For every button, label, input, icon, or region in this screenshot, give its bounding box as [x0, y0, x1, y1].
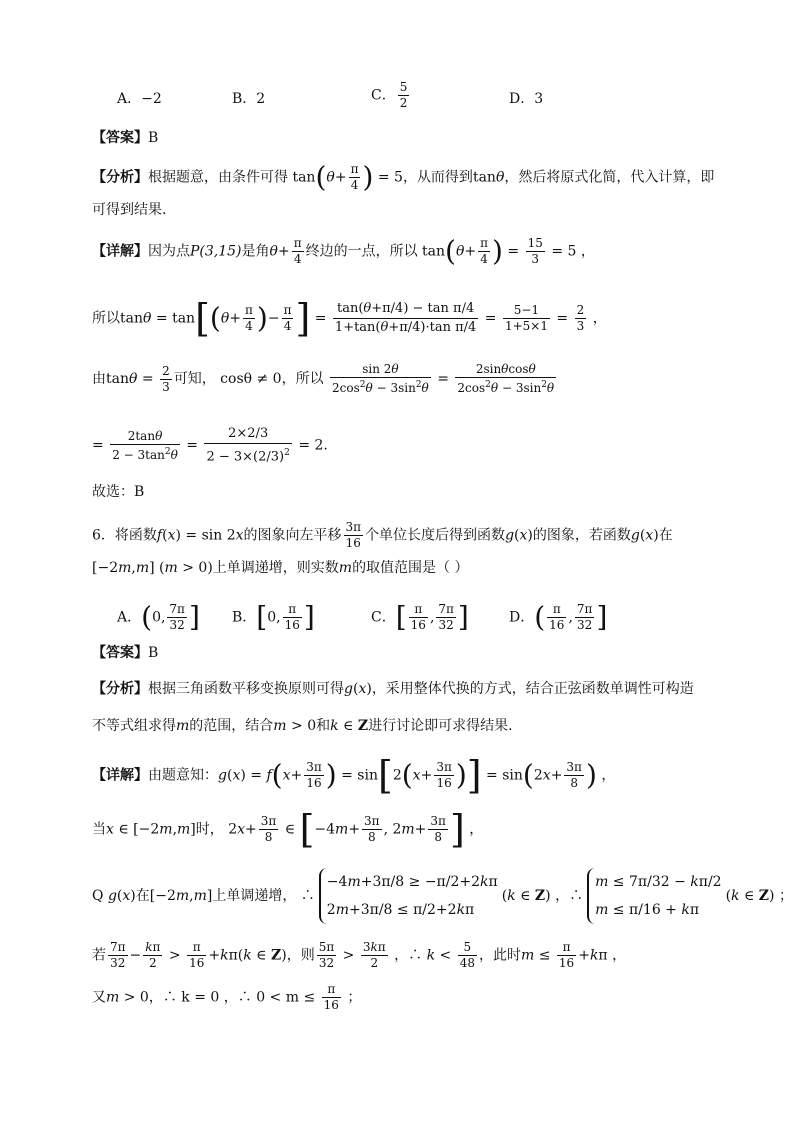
q6-option-a: A．(0, $\frac{7\pi}{32}$ ]	[117, 600, 200, 634]
q6-option-c: C．[ $\frac{\pi}{16}$ , $\frac{7\pi}{32}$ ]	[371, 600, 469, 634]
q5-option-c: C． $\frac{5}{2}$	[371, 80, 408, 110]
q5-option-a: A．−2	[117, 91, 162, 107]
q6-detail-line4: 若 $\frac{7\pi}{32}$ − $\frac{k\pi}{2}$ > $\frac{\pi}{16}$ +kπ(k ∈ Z)，则 $\frac{5\pi}{32}$ > $\frac{3k\pi}{2}$ ，∴ k < $\frac{5}{48}$ ，此时m ≤ $\frac{\pi}{16}$ +kπ ，	[92, 940, 627, 970]
q6-detail-line1: 【详解】由题意知：g(x) = f(x+ $\frac{3\pi}{16}$ ) = sin[2(x+ $\frac{3\pi}{16}$ )] = sin(2x+ $\frac{3\pi}{8}$ ) ，	[92, 753, 616, 798]
q5-analysis-line1: 【分析】根据题意，由条件可得 tan(θ+ $\frac{\pi}{4}$ ) = 5，从而得到tanθ，然后将原式化简，代入计算，即	[92, 160, 715, 194]
q5-analysis-line2: 可得到结果.	[92, 202, 167, 218]
q6-analysis-line1: 【分析】根据三角函数平移变换原则可得g(x)，采用整体代换的方式，结合正弦函数单调性可构造	[92, 681, 694, 697]
q5-answer: 【答案】B	[92, 130, 159, 146]
q6-answer: 【答案】B	[92, 645, 159, 661]
q5-detail-line1: 【详解】因为点P(3,15)是角θ+ $\frac{\pi}{4}$ 终边的一点，所以 tan(θ+ $\frac{\pi}{4}$ ) = $\frac{15}{3}$ = 5 ，	[92, 234, 595, 268]
q6-detail-line2: 当x ∈ [−2m,m]时， 2x+ $\frac{3\pi}{8}$ ∈ [−4m+ $\frac{3\pi}{8}$ , 2m+ $\frac{3\pi}{8}$ ] ，	[92, 807, 484, 852]
q5-detail-line4: = $\frac{2\tan\theta}{2 - 3\tan^2\theta}$ = $\frac{2\times 2/3}{2 - 3\times(2/3)^2}$ = 2.	[92, 426, 328, 465]
q6-option-d: D．( $\frac{\pi}{16}$ , $\frac{7\pi}{32}$ ]	[509, 600, 608, 634]
q5-detail-line3: 由tanθ = $\frac{2}{3}$ 可知， cosθ ≠ 0，所以 $\frac{\sin 2\theta}{2\cos^2\theta - 3\sin^2\theta}$ = $\frac{2\sin\theta\cos\theta}{2\cos^2\theta - 3\sin^2\theta}$	[92, 362, 555, 395]
q6-option-b: B．[0, $\frac{\pi}{16}$ ]	[232, 600, 315, 634]
q6-analysis-line2: 不等式组求得m的范围，结合m > 0和k ∈ Z进行讨论即可求得结果.	[92, 718, 513, 734]
q6-stem-line2: [−2m,m] (m > 0)上单调递增，则实数m的取值范围是（ ）	[92, 560, 469, 576]
q5-detail-line2: 所以tanθ = tan[(θ+ $\frac{\pi}{4}$ )− $\frac{\pi}{4}$ ] = $\frac{\text{tan(θ+π/4) − tan π/4}}{\text{1+tan(θ+π/4)·tan π/4}}$ = $\frac{5-1}{1+5\times 1}$ = $\frac{2}{3}$ ，	[92, 296, 607, 341]
q6-detail-line3: Q g(x)在[−2m,m]上单调递增， ∴ −4m+3π/8 ≥ −π/2+2kπ 2m+3π/8 ≤ π/2+2kπ (k ∈ Z) ，∴ m ≤ 7π/32 − kπ/2 m ≤ π/16 + kπ (k ∈ Z) ；	[92, 868, 793, 924]
q6-stem-line1: 6．将函数f(x) = sin 2x的图象向左平移 $\frac{3\pi}{16}$ 个单位长度后得到函数g(x)的图象，若函数g(x)在	[92, 520, 673, 550]
q5-option-d: D．3	[509, 91, 544, 107]
q5-choose: 故选：B	[92, 484, 145, 500]
q6-detail-line5: 又m > 0，∴ k = 0 ，∴ 0 < m ≤ $\frac{\pi}{16}$ ；	[92, 982, 362, 1012]
q5-option-b: B．2	[232, 91, 266, 107]
